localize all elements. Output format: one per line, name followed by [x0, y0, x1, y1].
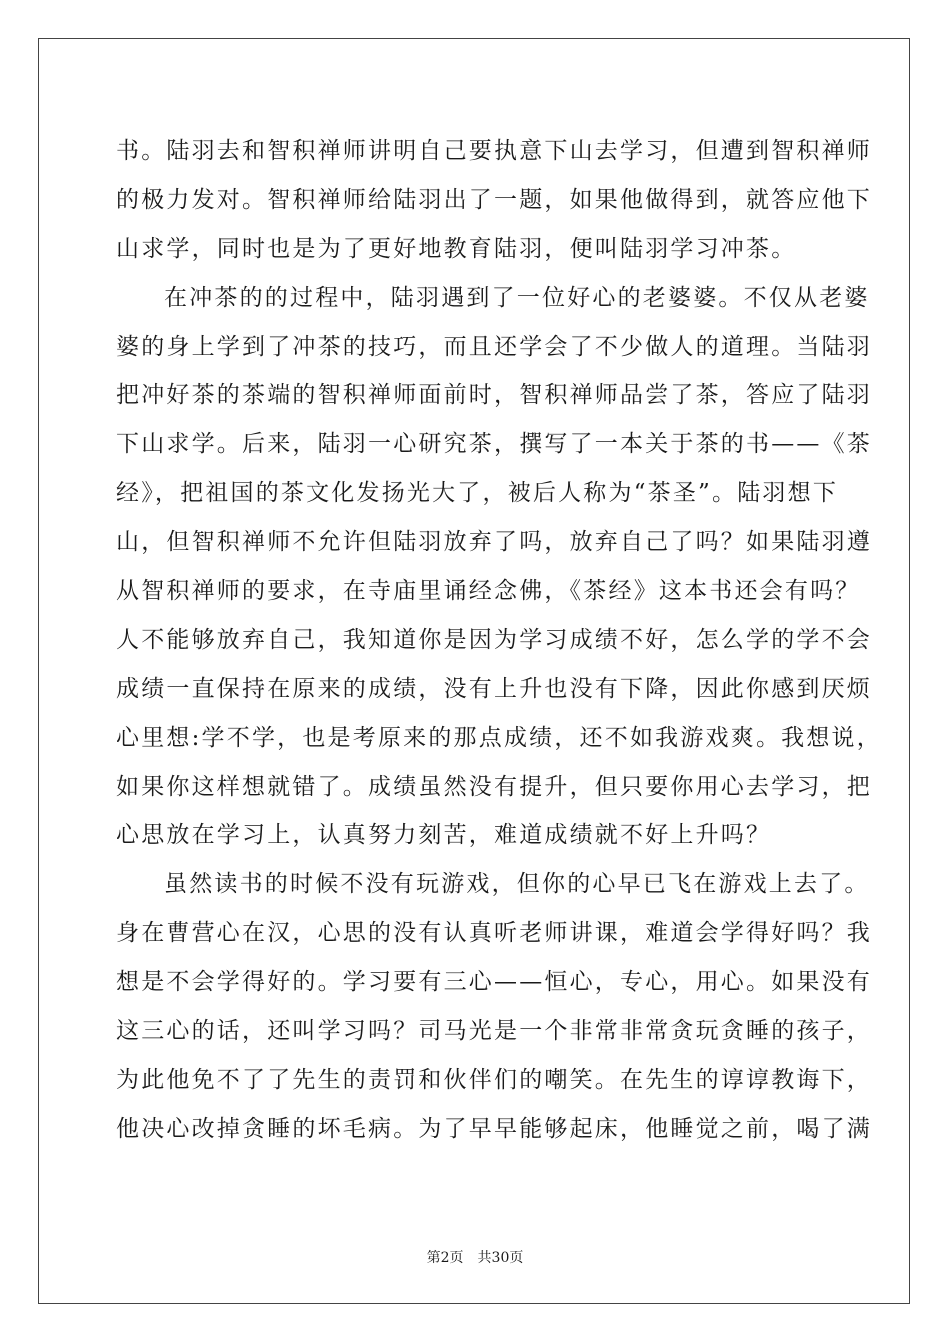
text-line: 心思放在学习上，认真努力刻苦，难道成绩就不好上升吗？ [116, 822, 772, 849]
text-line: 书。陆羽去和智积禅师讲明自己要执意下山去学习，但遭到智积禅师 [116, 138, 872, 164]
text-line: 经》，把祖国的茶文化发扬光大了，被后人称为“茶圣”。陆羽想下 [116, 480, 839, 507]
text-line: 山求学，同时也是为了更好地教育陆羽，便叫陆羽学习冲茶。 [116, 235, 797, 262]
text-line: 在冲茶的的过程中，陆羽遇到了一位好心的老婆婆。不仅从老婆 [164, 284, 870, 311]
text-line: 的极力发对。智积禅师给陆羽出了一题，如果他做得到，就答应他下 [116, 186, 872, 213]
text-line: 虽然读书的时候不没有玩游戏，但你的心早已飞在游戏上去了。 [164, 871, 870, 898]
text-line: 这三心的话，还叫学习吗？司马光是一个非常非常贪玩贪睡的孩子， [116, 1018, 872, 1045]
text-line: 身在曹营心在汉，心思的没有认真听老师讲课，难道会学得好吗？我 [116, 920, 872, 947]
text-line: 成绩一直保持在原来的成绩，没有上升也没有下降，因此你感到厌烦 [116, 675, 872, 702]
text-line: 从智积禅师的要求，在寺庙里诵经念佛，《茶经》这本书还会有吗？ [116, 578, 861, 605]
text-line: 心里想:学不学，也是考原来的那点成绩，还不如我游戏爽。我想说， [116, 724, 882, 751]
total-pages-label: 共30页 [477, 1250, 524, 1266]
text-line: 山，但智积禅师不允许但陆羽放弃了吗，放弃自己了吗？如果陆羽遵 [116, 529, 872, 556]
text-line: 他决心改掉贪睡的坏毛病。为了早早能够起床，他睡觉之前，喝了满 [116, 1115, 872, 1142]
text-line: 婆的身上学到了冲茶的技巧，而且还学会了不少做人的道理。当陆羽 [116, 333, 872, 360]
text-line: 想是不会学得好的。学习要有三心——恒心，专心，用心。如果没有 [116, 969, 872, 996]
document-body [116, 127, 882, 1154]
text-line: 下山求学。后来，陆羽一心研究茶，撰写了一本关于茶的书——《茶 [116, 431, 872, 458]
text-line: 人不能够放弃自己，我知道你是因为学习成绩不好，怎么学的学不会 [116, 626, 872, 653]
current-page-label: 第2页 [426, 1250, 464, 1266]
text-line: 把冲好茶的茶端的智积禅师面前时，智积禅师品尝了茶，答应了陆羽 [116, 382, 872, 409]
page-footer [0, 1247, 950, 1267]
text-line: 如果你这样想就错了。成绩虽然没有提升，但只要你用心去学习，把 [116, 773, 872, 800]
text-line: 为此他免不了了先生的责罚和伙伴们的嘲笑。在先生的谆谆教诲下， [116, 1066, 872, 1093]
